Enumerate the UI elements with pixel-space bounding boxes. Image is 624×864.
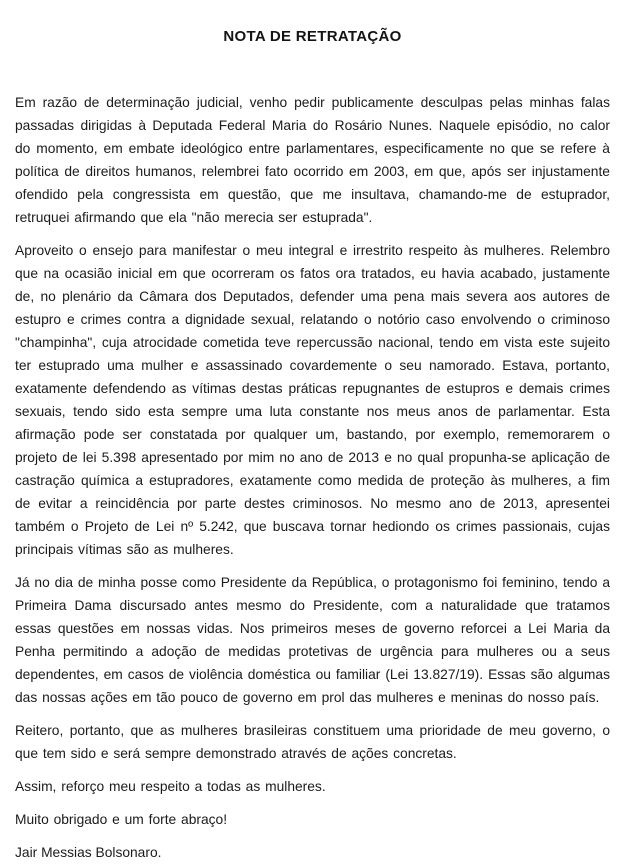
signature: Jair Messias Bolsonaro. — [15, 845, 162, 860]
paragraph-respect-women: Aproveito o ensejo para manifestar o meu integral e irrestrito respeito às mulheres. Relembro que na ocasião inicial em que ocorreram os fatos ora tratados, eu havia acabado, justamente de, no plenário da Câmara dos Deputados, defender uma pena mais severa aos autores de estupro e crimes contra a dignidade sexual, relatando o notório caso envolvendo o criminoso "champinha", cuja atrocidade cometida teve repercussão nacional, tendo em vista este sujeito ter estuprado uma mulher e assassinado covardemente o seu namorado. Estava, portanto, exatamente defendendo as vítimas destas práticas repugnantes de estupros e demais crimes sexuais, tendo sido esta sempre uma luta constante nos meus anos de parlamentar. Esta afirmação pode ser constatada por qualquer um, bastando, por exemplo, rememorarem o projeto de lei 5.398 apresentado por mim no ano de 2013 e no qual propunha-se aplicação de castração química a estupradores, exatamente como medida de proteção às mulheres, a fim de evitar a reincidência por parte destes criminosos. No mesmo ano de 2013, apresentei também o Projeto de Lei nº 5.242, que buscava tornar hediondo os crimes passionais, cujas principais vítimas são as mulheres. — [15, 243, 610, 557]
document-title: NOTA DE RETRATAÇÃO — [223, 28, 402, 45]
paragraph-reiteration: Reitero, portanto, que as mulheres brasileiras constituem uma prioridade de meu governo, o que tem sido e será sempre demonstrado através de ações concretas. — [15, 723, 610, 761]
paragraph-thanks: Muito obrigado e um forte abraço! — [15, 812, 228, 827]
paragraph-presidency-actions: Já no dia de minha posse como Presidente da República, o protagonismo foi feminino, tendo a Primeira Dama discursado antes mesmo do Presidente, com a naturalidade que tratamos essas questões em nossas vidas. Nos primeiros meses de governo reforcei a Lei Maria da Penha permitindo a adoção de medidas protetivas de urgência para mulheres ou a seus dependentes, em casos de violência doméstica ou familiar (Lei 13.827/19). Essas são algumas das nossas ações em tão pouco de governo em prol das mulheres e meninas do nosso país. — [15, 575, 610, 705]
paragraph-apology: Em razão de determinação judicial, venho pedir publicamente desculpas pelas minhas falas passadas dirigidas à Deputada Federal Maria do Rosário Nunes. Naquele episódio, no calor do momento, em embate ideológico entre parlamentares, especificamente no que se refere à política de direitos humanos, relembrei fato ocorrido em 2003, em que, após ser injustamente ofendido pela congressista em questão, que me insultava, chamando-me de estuprador, retruquei afirmando que ela "não merecia ser estuprada". — [15, 95, 610, 225]
paragraph-closing-respect: Assim, reforço meu respeito a todas as mulheres. — [15, 779, 326, 794]
